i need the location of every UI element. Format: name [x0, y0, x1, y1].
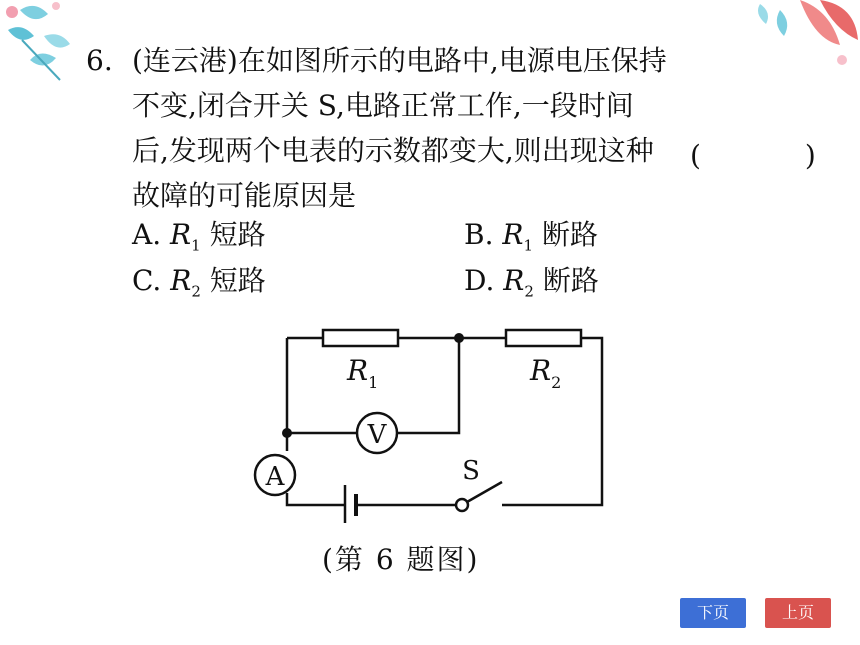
- question-line-3: 后,发现两个电表的示数都变大,则出现这种: [132, 134, 654, 167]
- switch-pivot: [456, 499, 468, 511]
- question-number: 6.: [86, 44, 113, 77]
- floral-decoration-top-left: [0, 0, 90, 90]
- wire-top-right: [502, 338, 602, 505]
- resistor-r2: [506, 330, 581, 346]
- r1-label: $R_1$: [347, 354, 379, 392]
- next-page-button[interactable]: 下页: [680, 598, 746, 628]
- wire-bottom-left: [287, 493, 345, 505]
- voltmeter-label: V: [367, 420, 387, 450]
- option-b[interactable]: B. $R_1$ 断路: [464, 218, 598, 255]
- circuit-diagram: [240, 318, 620, 523]
- figure-caption: (第 6 题图): [322, 543, 480, 576]
- question-block: [86, 38, 786, 218]
- wire-voltmeter-right: [397, 338, 459, 433]
- option-d[interactable]: D. $R_2$ 断路: [464, 264, 599, 301]
- option-a[interactable]: A. $R_1$ 短路: [132, 218, 266, 255]
- answer-blank: ( ): [690, 139, 854, 172]
- question-line-1: 6. (连云港)在如图所示的电路中,电源电压保持: [86, 38, 786, 83]
- previous-page-button[interactable]: 上页: [765, 598, 831, 628]
- question-line-4: 故障的可能原因是: [132, 179, 357, 212]
- question-line-2: 不变,闭合开关 S,电路正常工作,一段时间: [132, 89, 634, 122]
- switch-label: S: [462, 456, 480, 486]
- r2-label: $R_2$: [530, 354, 562, 392]
- junction-node-top: [454, 333, 464, 343]
- resistor-r1: [323, 330, 398, 346]
- ammeter-label: A: [265, 462, 285, 492]
- junction-node-left: [282, 428, 292, 438]
- option-c[interactable]: C. $R_2$ 短路: [132, 264, 266, 301]
